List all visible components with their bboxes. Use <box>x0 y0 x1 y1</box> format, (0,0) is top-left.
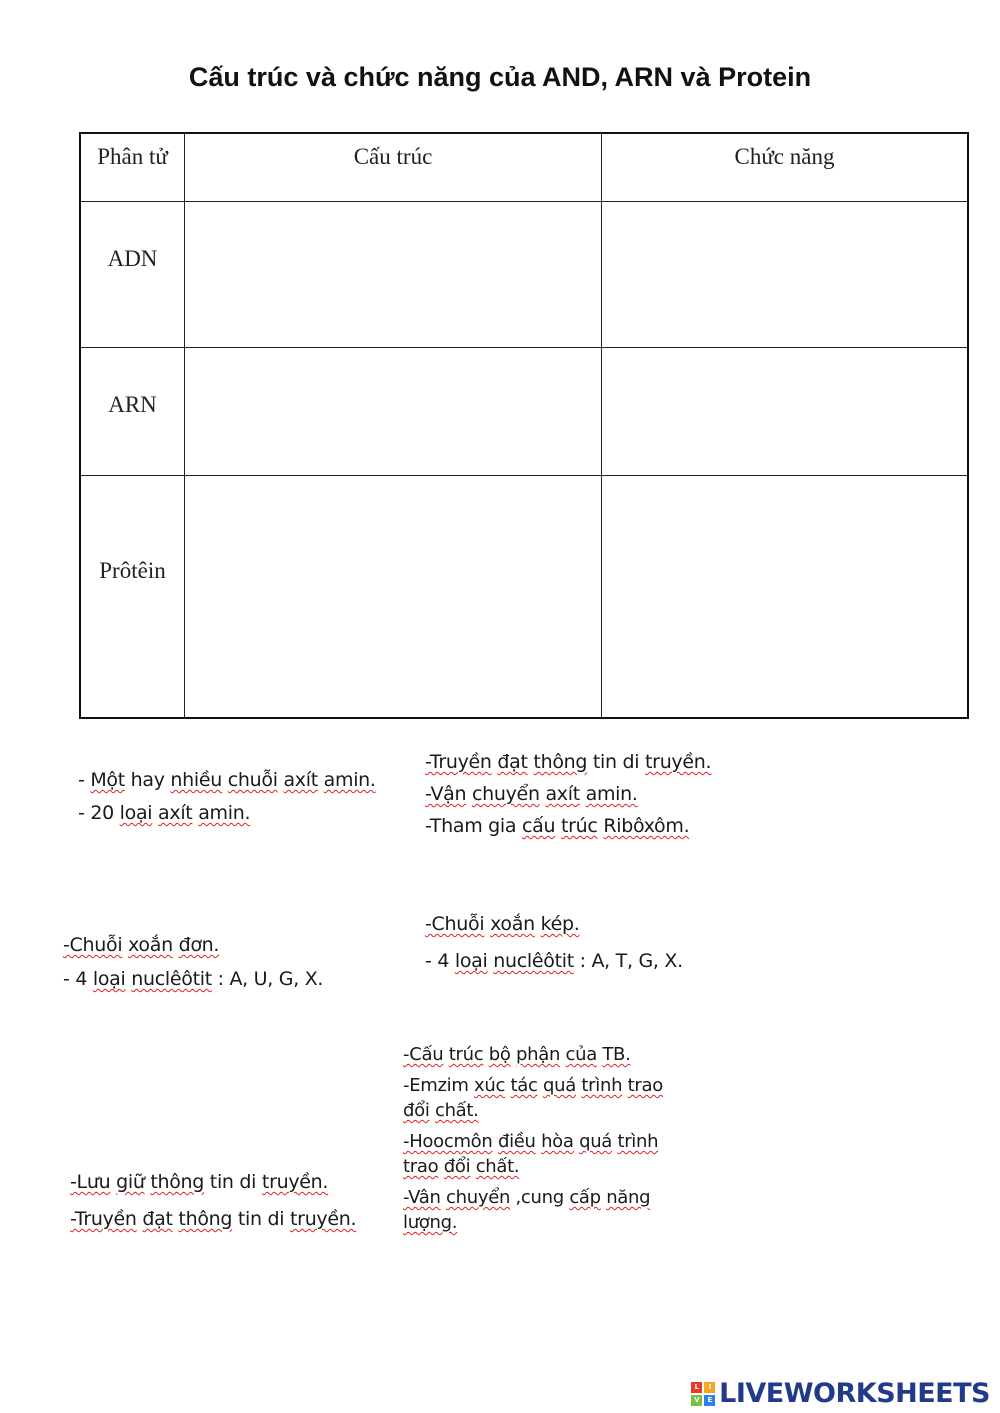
row-label-adn: ADN <box>81 202 185 348</box>
drop-zone-protein-structure[interactable] <box>185 476 602 717</box>
card-line: -Vân chuyển ,cung cấp năng <box>403 1187 651 1208</box>
card-line: -Vận chuyển axít amin. <box>425 783 638 805</box>
card-line: - Một hay nhiều chuỗi axít amin. <box>78 769 376 791</box>
header-structure: Cấu trúc <box>185 134 602 202</box>
card-line: - 4 loại nuclêôtit : A, U, G, X. <box>63 968 324 990</box>
logo-block: L <box>691 1382 702 1393</box>
drop-zone-arn-structure[interactable] <box>185 348 602 476</box>
card-line: lượng. <box>403 1212 458 1233</box>
logo-block: E <box>704 1395 715 1406</box>
answer-card-adn-function[interactable] <box>70 1164 356 1238</box>
drop-zone-protein-function[interactable] <box>602 476 967 717</box>
logo-block: V <box>691 1395 702 1406</box>
card-line: -Lưu giữ thông tin di truyền. <box>70 1171 329 1193</box>
logo-text: LIVEWORKSHEETS <box>719 1378 990 1409</box>
answer-card-protein-structure[interactable] <box>78 764 376 830</box>
drop-zone-arn-function[interactable] <box>602 348 967 476</box>
drop-zone-adn-function[interactable] <box>602 202 967 348</box>
card-line: - 4 loại nuclêôtit : A, T, G, X. <box>425 950 683 972</box>
card-line: -Truyền đạt thông tin di truyền. <box>70 1208 357 1230</box>
row-label-protein: Prôtêin <box>81 476 185 717</box>
drop-zone-adn-structure[interactable] <box>185 202 602 348</box>
card-line: đổi chất. <box>403 1100 479 1121</box>
answer-table <box>79 132 969 719</box>
card-line: trao đổi chất. <box>403 1156 520 1177</box>
card-line: -Hoocmôn điều hòa quá trình <box>403 1131 659 1152</box>
row-label-arn: ARN <box>81 348 185 476</box>
card-line: -Tham gia cấu trúc Ribôxôm. <box>425 815 690 837</box>
liveworksheets-logo <box>691 1378 990 1409</box>
card-line: -Chuỗi xoắn đơn. <box>63 934 220 956</box>
card-line: -Truyền đạt thông tin di truyền. <box>425 751 712 773</box>
card-line: -Emzim xúc tác quá trình trao <box>403 1075 663 1096</box>
card-line: -Chuỗi xoắn kép. <box>425 913 580 935</box>
card-line: - 20 loại axít amin. <box>78 802 251 824</box>
answer-card-protein-function[interactable] <box>403 1042 663 1235</box>
answer-card-adn-structure[interactable] <box>425 906 683 980</box>
page-title: Cấu trúc và chức năng của AND, ARN và Protein <box>188 62 812 92</box>
header-function: Chức năng <box>602 134 967 202</box>
header-molecule: Phân tử <box>81 134 185 202</box>
answer-card-arn-function[interactable] <box>425 746 711 842</box>
logo-block: I <box>704 1382 715 1393</box>
answer-card-arn-structure[interactable] <box>63 928 323 996</box>
logo-blocks-icon <box>691 1382 715 1406</box>
card-line: -Cấu trúc bộ phận của TB. <box>403 1044 631 1065</box>
